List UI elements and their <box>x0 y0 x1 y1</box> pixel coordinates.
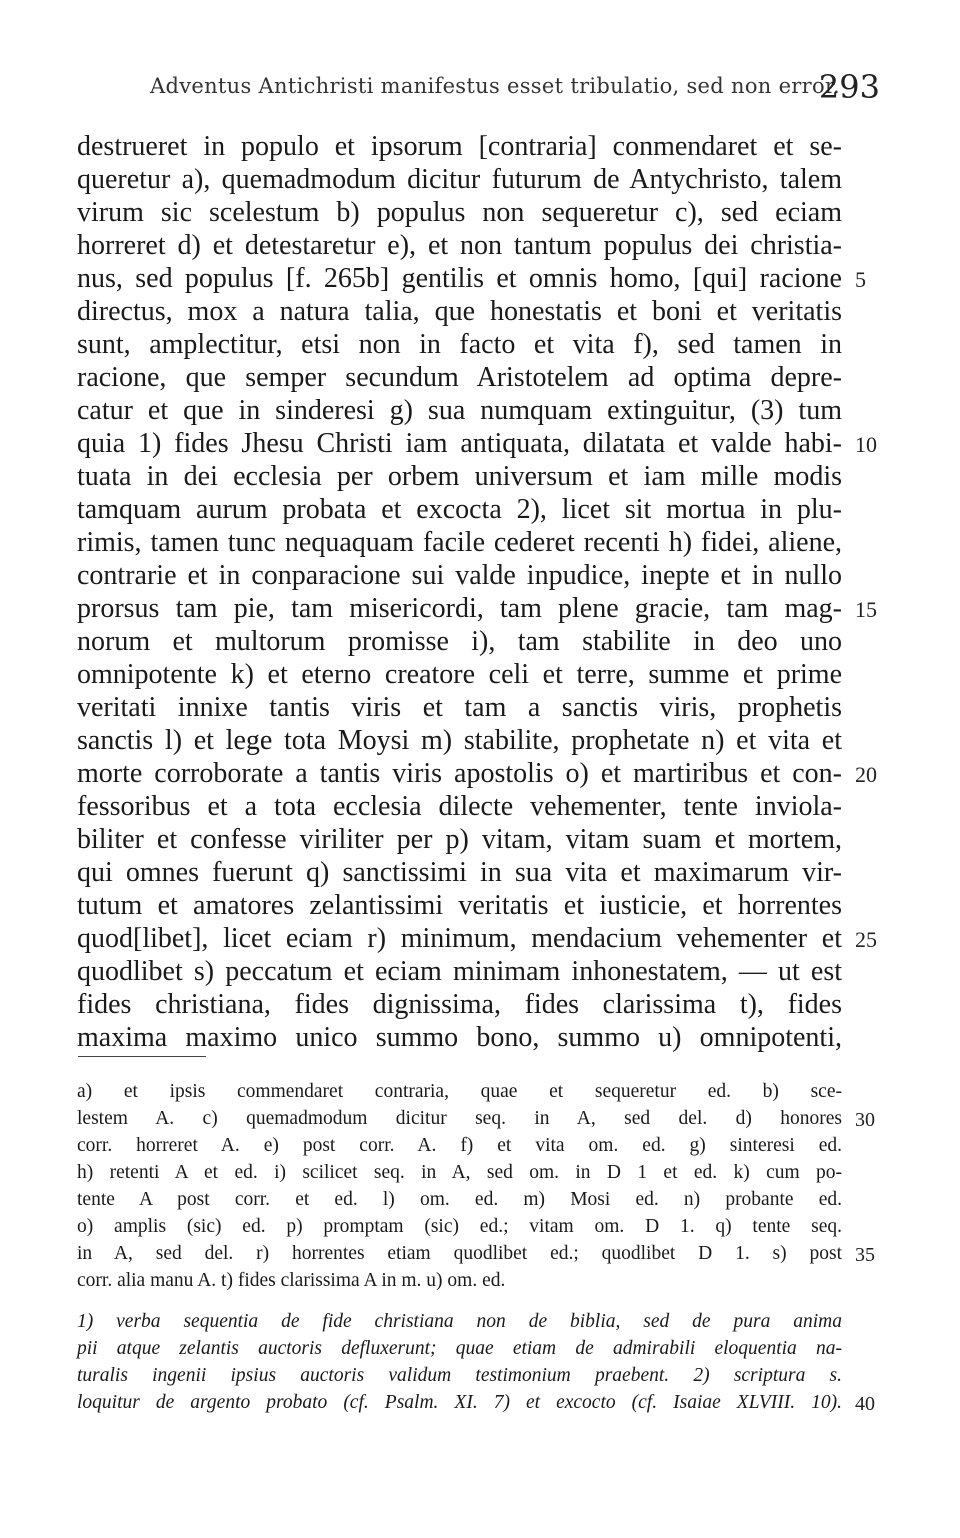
apparatus-line: a) et ipsis commendaret contraria, quae et sequeretur ed. b) sce- <box>77 1081 842 1102</box>
text-line: quia 1) fides Jhesu Christi iam antiquata, dilatata et valde habi- <box>77 428 842 459</box>
line-number: 5 <box>855 267 866 292</box>
apparatus-line: h) retenti A et ed. i) scilicet seq. in A, sed om. in D 1 et ed. k) cum po- <box>77 1162 842 1183</box>
text-line: contrarie et in conparacione sui valde inpudice, inepte et in nullo <box>77 560 842 591</box>
text-line: tuata in dei ecclesia per orbem universum et iam mille modis <box>77 461 842 492</box>
commentary-line: 1) verba sequentia de fide christiana non de biblia, sed de pura anima <box>77 1311 842 1332</box>
line-number: 20 <box>855 762 877 787</box>
line-number: 35 <box>855 1244 875 1266</box>
commentary-line: turalis ingenii ipsius auctoris validum testimonium praebent. 2) scriptura s. <box>77 1365 842 1386</box>
text-line: horreret d) et detestaretur e), et non tantum populus dei christia- <box>77 230 842 261</box>
text-line: racione, que semper secundum Aristotelem ad optima depre- <box>77 362 842 393</box>
apparatus-line: corr. alia manu A. t) fides clarissima A in m. u) om. ed. <box>77 1270 506 1291</box>
line-number: 10 <box>855 432 877 457</box>
text-line: norum et multorum promisse i), tam stabilite in deo uno <box>77 626 842 657</box>
running-title: Adventus Antichristi manifestus esset tribulatio, sed non error. <box>150 74 840 98</box>
apparatus-line: lestem A. c) quemadmodum dicitur seq. in A, sed del. d) honores <box>77 1108 842 1129</box>
page-header <box>150 68 880 118</box>
text-line: directus, mox a natura talia, que honestatis et boni et veritatis <box>77 296 842 327</box>
text-line: catur et que in sinderesi g) sua numquam extinguitur, (3) tum <box>77 395 842 426</box>
text-line: qui omnes fuerunt q) sanctissimi in sua vita et maximarum vir- <box>77 857 842 888</box>
line-number: 30 <box>855 1109 875 1131</box>
text-line: destrueret in populo et ipsorum [contraria] conmendaret et se- <box>77 131 842 162</box>
text-line: tutum et amatores zelantissimi veritatis et iusticie, et horrentes <box>77 890 842 921</box>
text-line: rimis, tamen tunc nequaquam facile cederet recenti h) fidei, aliene, <box>77 527 842 558</box>
apparatus-line: corr. horreret A. e) post corr. A. f) et vita om. ed. g) sinteresi ed. <box>77 1135 842 1156</box>
apparatus-line: tente A post corr. et ed. l) om. ed. m) Mosi ed. n) probante ed. <box>77 1189 842 1210</box>
footnote-divider <box>78 1056 206 1057</box>
text-line: queretur a), quemadmodum dicitur futurum de Antychristo, talem <box>77 164 842 195</box>
text-line: nus, sed populus [f. 265b] gentilis et omnis homo, [qui] racione <box>77 263 842 294</box>
commentary-line: loquitur de argento probato (cf. Psalm. XI. 7) et excocto (cf. Isaiae XLVIII. 10). <box>77 1392 842 1413</box>
text-line: morte corroborate a tantis viris apostolis o) et martiribus et con- <box>77 758 842 789</box>
text-line: sanctis l) et lege tota Moysi m) stabilite, prophetate n) et vita et <box>77 725 842 756</box>
text-line: tamquam aurum probata et excocta 2), licet sit mortua in plu- <box>77 494 842 525</box>
text-line: quodlibet s) peccatum et eciam minimam inhonestatem, — ut est <box>77 956 842 987</box>
text-line: fides christiana, fides dignissima, fides clarissima t), fides <box>77 989 842 1020</box>
text-line: quod[libet], licet eciam r) minimum, mendacium vehementer et <box>77 923 842 954</box>
commentary-line: pii atque zelantis auctoris defluxerunt; quae etiam de admirabili eloquentia na- <box>77 1338 842 1359</box>
text-line: omnipotente k) et eterno creatore celi et terre, summe et prime <box>77 659 842 690</box>
text-line: maxima maximo unico summo bono, summo u) omnipotenti, <box>77 1022 842 1053</box>
text-line: sunt, amplectitur, etsi non in facto et vita f), sed tamen in <box>77 329 842 360</box>
line-number: 15 <box>855 597 877 622</box>
page-number: 293 <box>818 68 880 106</box>
line-number: 25 <box>855 927 877 952</box>
text-line: biliter et confesse viriliter per p) vitam, vitam suam et mortem, <box>77 824 842 855</box>
text-line: veritati innixe tantis viris et tam a sanctis viris, prophetis <box>77 692 842 723</box>
apparatus-line: o) amplis (sic) ed. p) promptam (sic) ed.; vitam om. D 1. q) tente seq. <box>77 1216 842 1237</box>
text-line: prorsus tam pie, tam misericordi, tam plene gracie, tam mag- <box>77 593 842 624</box>
text-line: virum sic scelestum b) populus non sequeretur c), sed eciam <box>77 197 842 228</box>
apparatus-line: in A, sed del. r) horrentes etiam quodlibet ed.; quodlibet D 1. s) post <box>77 1243 842 1264</box>
text-line: fessoribus et a tota ecclesia dilecte vehementer, tente inviola- <box>77 791 842 822</box>
line-number: 40 <box>855 1393 875 1415</box>
